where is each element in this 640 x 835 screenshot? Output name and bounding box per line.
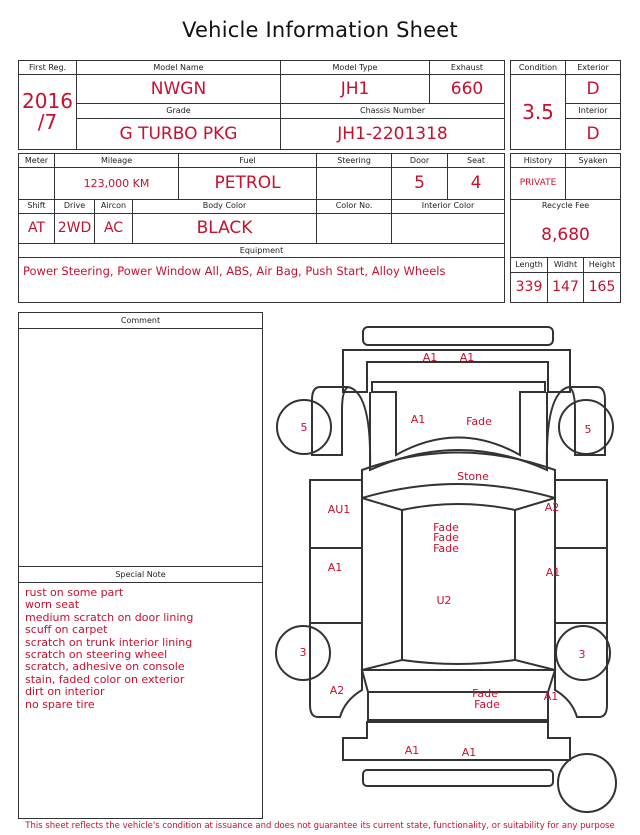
equipment-value <box>19 258 505 303</box>
exhaust-label: Exhaust <box>430 61 505 75</box>
first-reg-year: 2016 <box>22 89 73 114</box>
front-bumper-shape <box>343 350 570 392</box>
hood-outline <box>372 382 545 455</box>
roof-mark-3: Fade <box>433 542 459 555</box>
vehicle-damage-diagram <box>270 318 630 818</box>
interior-color-value <box>392 213 505 243</box>
condition-value: 3.5 <box>511 75 566 150</box>
drive-label: Drive <box>55 199 95 213</box>
front-left-arc <box>348 387 370 470</box>
first-reg-value <box>19 75 77 150</box>
front-right-door-mark: A2 <box>544 501 560 514</box>
seat-label: Seat <box>448 154 505 168</box>
front-right-door-shape <box>555 480 607 548</box>
fuel-value: PETROL <box>179 168 317 199</box>
roof-rear-line <box>402 660 515 664</box>
special-note-panel <box>18 566 263 819</box>
body-color-value: BLACK <box>133 213 317 243</box>
rear-bumper-mark-1: A1 <box>404 744 420 757</box>
right-pillar-line <box>515 498 555 670</box>
syaken-label: Syaken <box>566 154 621 168</box>
front-bumper-mark-1: A1 <box>422 351 438 364</box>
recycle-label: Recycle Fee <box>511 199 621 213</box>
width-label: Widht <box>548 258 584 272</box>
history-value: PRIVATE <box>511 168 566 199</box>
meter-label: Meter <box>19 154 55 168</box>
special-note-item: scratch, adhesive on console <box>25 660 185 674</box>
special-note-item: rust on some part <box>25 586 124 599</box>
steering-value <box>317 168 392 199</box>
equipment-label: Equipment <box>19 244 505 258</box>
rear-bumper-shape <box>343 722 570 760</box>
windshield-mark: Stone <box>457 470 489 483</box>
roof-mark-1: Fade <box>433 521 459 534</box>
special-note-item: scratch on steering wheel <box>25 648 168 662</box>
chassis-value: JH1-2201318 <box>281 118 505 149</box>
chassis-label: Chassis Number <box>281 104 505 118</box>
tire-rear-left-mark: 3 <box>299 646 307 659</box>
tailgate-mark-1: Fade <box>472 687 498 700</box>
interior-label: Interior <box>566 104 621 118</box>
grade-label: Grade <box>77 104 281 118</box>
special-note-item: medium scratch on door lining <box>25 610 194 624</box>
interior-color-label: Interior Color <box>392 199 505 213</box>
first-reg-label: First Reg. <box>19 61 77 75</box>
front-right-fender-shape <box>569 387 605 455</box>
fuel-label: Fuel <box>179 154 317 168</box>
special-note-item: dirt on interior <box>25 685 105 699</box>
steering-label: Steering <box>317 154 392 168</box>
special-note-item: scuff on carpet <box>25 623 108 637</box>
model-name-value: NWGN <box>77 75 281 104</box>
grade-value: G TURBO PKG <box>77 118 281 149</box>
rear-left-door-mark: A1 <box>327 561 343 574</box>
special-note-item: no spare tire <box>25 697 95 711</box>
meter-value <box>19 168 55 199</box>
syaken-value <box>566 168 621 199</box>
front-left-door-mark: AU1 <box>327 503 351 516</box>
special-note-item: worn seat <box>25 598 80 612</box>
color-no-label: Color No. <box>317 199 392 213</box>
rear-left-door-shape <box>310 548 362 623</box>
recycle-value: 8,680 <box>511 213 621 258</box>
length-label: Length <box>511 258 548 272</box>
exhaust-value: 660 <box>430 75 505 104</box>
cabin-rear-mark: U2 <box>436 594 452 607</box>
spare-tire-shape <box>558 754 616 812</box>
special-note-list <box>19 583 262 711</box>
width-value: 147 <box>548 272 584 302</box>
interior-value: D <box>566 118 621 149</box>
footer-disclaimer: This sheet reflects the vehicle's condition at issuance and does not guarantee its current state, functionality, or suitability for any purpose <box>25 821 615 831</box>
rear-bumper-mark-2: A1 <box>461 746 477 759</box>
front-bumper-mark-2: A1 <box>459 351 475 364</box>
seat-value: 4 <box>448 168 505 199</box>
front-right-arc <box>547 387 569 470</box>
exterior-label: Exterior <box>566 61 621 75</box>
shift-value: AT <box>19 213 55 243</box>
rear-right-door-shape <box>555 548 607 623</box>
body-color-label: Body Color <box>133 199 317 213</box>
aircon-label: Aircon <box>95 199 133 213</box>
special-note-item: stain, faded color on exterior <box>25 672 185 686</box>
rear-right-quarter-mark: A1 <box>543 690 559 703</box>
height-label: Height <box>584 258 621 272</box>
hood-mark-2: Fade <box>466 415 492 428</box>
condition-label: Condition <box>511 61 566 75</box>
tire-front-right-mark: 5 <box>584 423 592 436</box>
mileage-value: 123,000 KM <box>55 168 179 199</box>
first-reg-month: /7 <box>37 110 58 135</box>
rear-right-door-mark: A1 <box>545 566 561 579</box>
mileage-label: Mileage <box>55 154 179 168</box>
comment-panel <box>18 312 263 567</box>
special-note-label: Special Note <box>19 567 262 583</box>
door-value: 5 <box>392 168 448 199</box>
side-info-table <box>510 153 621 303</box>
exterior-value: D <box>566 75 621 104</box>
sheet-title: Vehicle Information Sheet <box>182 18 458 42</box>
front-bumper-top-shape <box>363 327 553 345</box>
hood-mark-1: A1 <box>410 413 426 426</box>
door-label: Door <box>392 154 448 168</box>
tire-rear-right-mark: 3 <box>578 648 586 661</box>
tailgate-mark-2: Fade <box>474 698 500 711</box>
roof-mark-2: Fade <box>433 531 459 544</box>
rear-left-quarter-shape <box>310 623 362 717</box>
height-value: 165 <box>584 272 621 302</box>
model-name-label: Model Name <box>77 61 281 75</box>
drive-value: 2WD <box>55 213 95 243</box>
equipment-text: Power Steering, Power Window All, ABS, Air Bag, Push Start, Alloy Wheels <box>23 264 446 279</box>
comment-label: Comment <box>19 313 262 329</box>
aircon-value: AC <box>95 213 133 243</box>
condition-table <box>510 60 621 150</box>
length-value: 339 <box>511 272 548 302</box>
rear-left-quarter-mark: A2 <box>329 684 345 697</box>
model-type-label: Model Type <box>281 61 430 75</box>
left-pillar-line <box>362 498 402 670</box>
color-no-value <box>317 213 392 243</box>
basic-info-table <box>18 60 505 150</box>
tailgate-shape <box>368 692 548 720</box>
special-note-item: scratch on trunk interior lining <box>25 635 193 649</box>
roof-front-line <box>402 504 515 510</box>
specs-table <box>18 153 505 303</box>
shift-label: Shift <box>19 199 55 213</box>
history-label: History <box>511 154 566 168</box>
rear-bumper-bottom-shape <box>363 770 553 786</box>
rear-glass-shape <box>362 670 555 692</box>
model-type-value: JH1 <box>281 75 430 104</box>
tire-front-left-mark: 5 <box>300 421 308 434</box>
